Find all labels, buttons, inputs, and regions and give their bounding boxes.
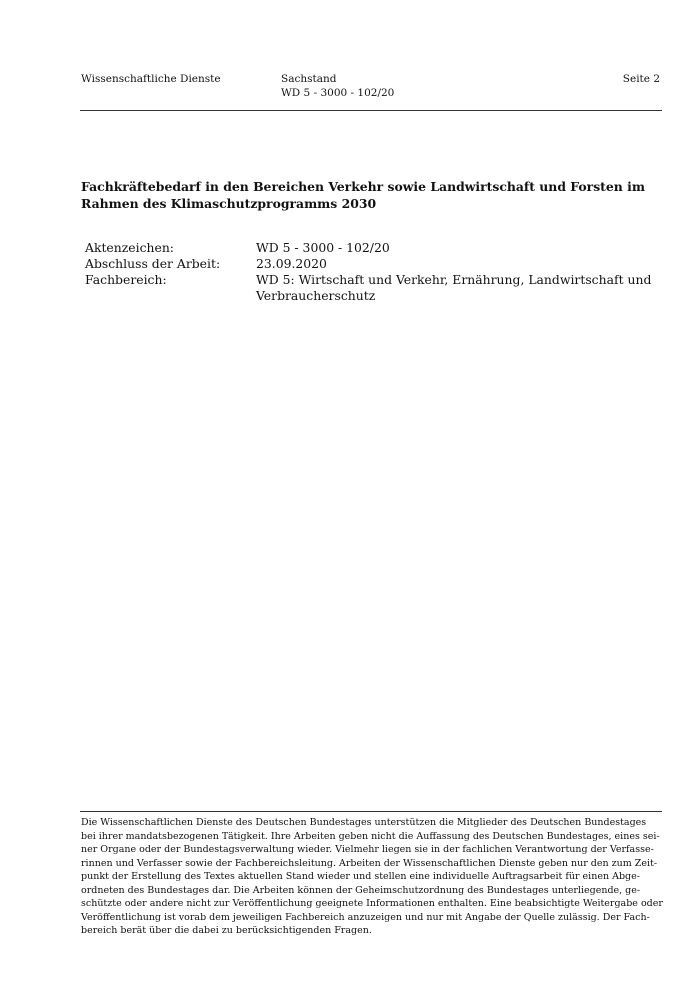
header-doc-number: WD 5 - 3000 - 102/20: [281, 87, 395, 99]
disclaimer-line: punkt der Erstellung des Textes aktuellen Stand wieder und stellen eine individuelle Auftragsarbeit für einen Abge-: [81, 871, 640, 882]
disclaimer-text: [81, 816, 663, 938]
header-org: Wissenschaftliche Dienste: [81, 73, 221, 85]
disclaimer-line: Die Wissenschaftlichen Dienste des Deutschen Bundestages unterstützen die Mitglieder des Deutschen Bundestages: [81, 817, 647, 828]
header-doc-type: Sachstand: [281, 73, 337, 85]
disclaimer-line: ner Organe oder der Bundestagsverwaltung wieder. Vielmehr liegen sie in der fachlichen Verantwortung der Verfasse-: [81, 844, 654, 855]
disclaimer-line: rinnen und Verfasser sowie der Fachbereichsleitung. Arbeiten der Wissenschaftlichen Dienste geben nur den zum Zeit-: [81, 857, 658, 869]
disclaimer-line: ordneten des Bundestages dar. Die Arbeiten können der Geheimschutzordnung des Bundestages unterliegende, ge-: [81, 884, 641, 896]
disclaimer-line: bereich berät über die dabei zu berücksichtigenden Fragen.: [81, 925, 372, 936]
header-page-number: Seite 2: [622, 73, 660, 85]
page-header: [0, 0, 700, 112]
header-doc-info: [281, 72, 394, 100]
metadata-value: WD 5 - 3000 - 102/20: [256, 240, 390, 255]
metadata-label: Fachbereich:: [85, 272, 167, 287]
metadata-value: WD 5: Wirtschaft und Verkehr, Ernährung, Landwirtschaft und Verbraucherschutz: [256, 272, 652, 303]
metadata-row-fachbereich: [85, 272, 665, 304]
disclaimer-line: schützte oder andere nicht zur Veröffentlichung geeignete Informationen enthalten. Eine beabsichtigte Weitergabe oder: [81, 898, 663, 909]
metadata-label: Abschluss der Arbeit:: [85, 256, 221, 271]
disclaimer-line: Veröffentlichung ist vorab dem jeweiligen Fachbereich anzuzeigen und nur mit Angabe der Quelle zulässig. Der Fach-: [81, 911, 650, 923]
metadata-label: Aktenzeichen:: [85, 240, 174, 255]
metadata-row-aktenzeichen: [85, 240, 665, 256]
document-title: Fachkräftebedarf in den Bereichen Verkehr sowie Landwirtschaft und Forsten im Rahmen des Klimaschutzprogramms 2030: [81, 179, 645, 211]
header-divider: [80, 110, 662, 111]
metadata-row-abschluss: [85, 256, 665, 272]
metadata-value: 23.09.2020: [256, 256, 327, 271]
disclaimer-line: bei ihrer mandatsbezogenen Tätigkeit. Ihre Arbeiten geben nicht die Auffassung des Deutschen Bundestages, eines sei-: [81, 830, 660, 842]
footer-divider: [80, 811, 662, 812]
metadata-table: [85, 240, 665, 304]
